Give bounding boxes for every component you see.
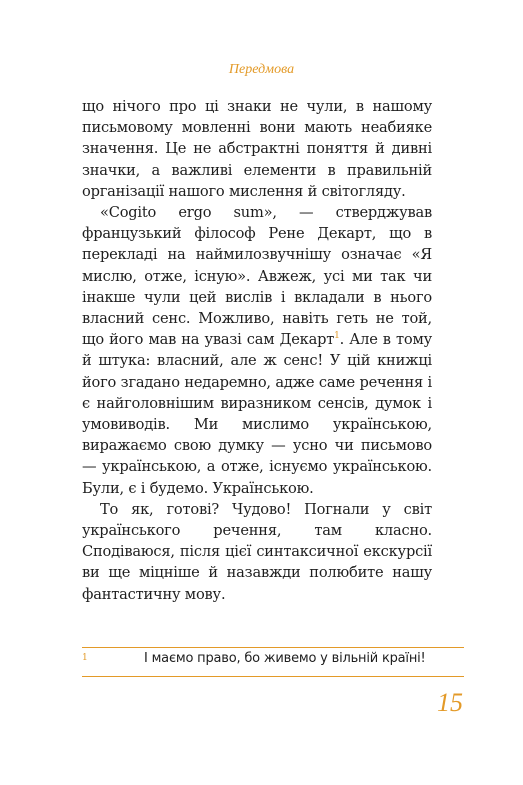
footnote-top-rule [82, 647, 464, 648]
paragraph-2-part-2: . Але в тому й штука: власний, але ж сенс! У цій книжці його згадано недаремно, адже саме речення і є найголовнішим виразником сенсів, думок і умовиводів. Ми мислимо українською, виражаємо свою думку — усно чи письмово — українською, а отже, існуємо українською. Були, є і будемо. Українською. [82, 331, 432, 497]
footnote-reference[interactable]: 1 [334, 331, 340, 342]
footnote-text: І маємо право, бо живемо у вільній країні! [144, 651, 426, 666]
page-number: 15 [437, 688, 463, 717]
footnote-marker: 1 [82, 653, 88, 663]
paragraph-1: що нічого про ці знаки не чули, в нашому письмовому мовленні вони мають неабияке значення. Це не абстрактні поняття й дивні значки, а важливі елементи в правильній організації нашого мислення й світогляду. [82, 98, 432, 200]
running-header: Передмова [228, 62, 295, 77]
paragraph-2-part-1: «Cogito ergo sum», — стверджував французький філософ Рене Декарт, що в перекладі на наймилозвучнішу означає «Я мислю, отже, існую». Авжеж, усі ми так чи інакше чули цей вислів і вкладали в нього власний сенс. Можливо, навіть геть не той, що його мав на увазі сам Декарт [82, 204, 432, 349]
paragraph-2 [82, 202, 432, 499]
main-text [82, 96, 432, 605]
paragraph-3: То як, готові? Чудово! Погнали у світ українського речення, там класно. Сподіваюся, після цієї синтаксичної екскурсії ви ще міцніше й назавжди полюбите нашу фантастичну мову. [82, 500, 432, 603]
footnote-bottom-rule [82, 676, 464, 677]
